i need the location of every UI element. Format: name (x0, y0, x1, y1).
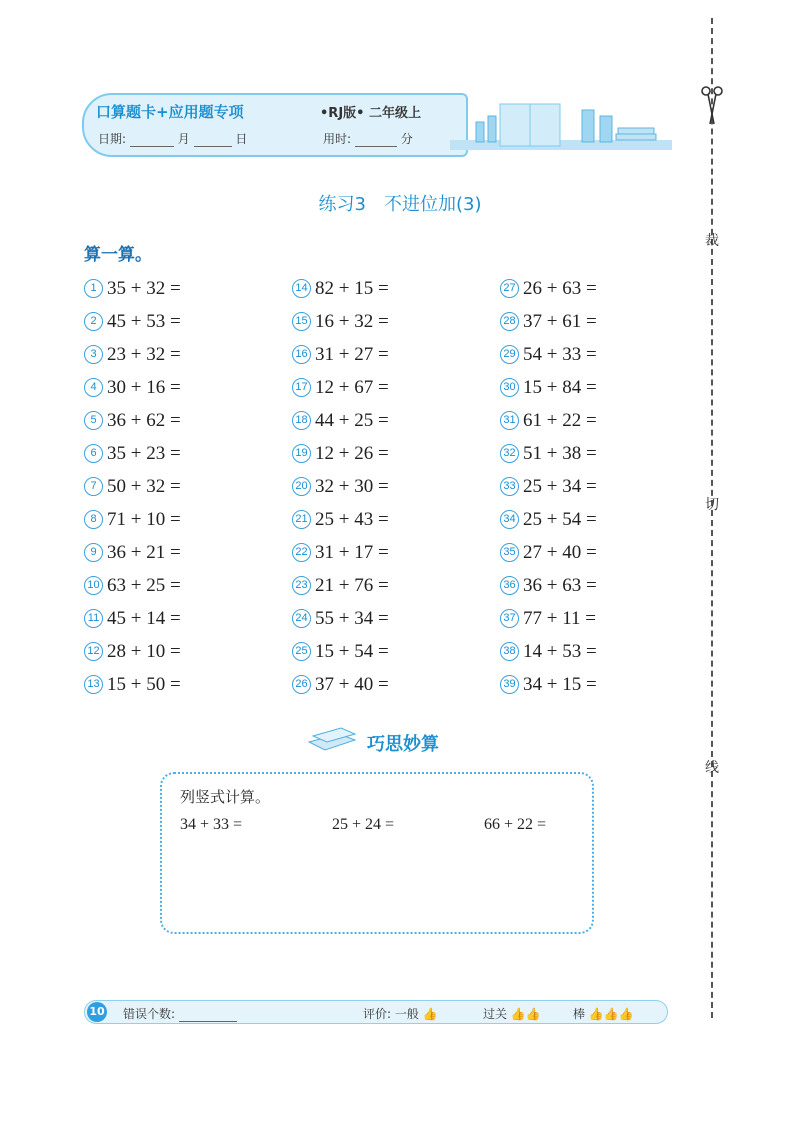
problem-item (292, 635, 389, 668)
problem-expression: 14 + 53 = (523, 640, 597, 662)
problem-item (500, 338, 597, 371)
month-blank[interactable] (130, 134, 174, 147)
thumb-icon: 👍 (422, 1007, 438, 1021)
problem-number: 21 (292, 510, 311, 529)
problem-number: 23 (292, 576, 311, 595)
problem-expression: 31 + 17 = (315, 541, 389, 563)
problem-item (500, 470, 597, 503)
problem-expression: 25 + 54 = (523, 508, 597, 530)
problem-expression: 37 + 61 = (523, 310, 597, 332)
date-label: 日期: (98, 132, 127, 146)
problem-expression: 34 + 15 = (523, 673, 597, 695)
date-time-line (98, 130, 413, 147)
problem-expression: 45 + 14 = (107, 607, 181, 629)
problem-expression: 71 + 10 = (107, 508, 181, 530)
problem-number: 16 (292, 345, 311, 364)
minute-label: 分 (400, 132, 413, 146)
problem-item (500, 305, 597, 338)
problem-item (292, 536, 389, 569)
problem-expression: 28 + 10 = (107, 640, 181, 662)
problem-item (84, 470, 181, 503)
problem-item (500, 569, 597, 602)
problem-expression: 27 + 40 = (523, 541, 597, 563)
problem-item (500, 668, 597, 701)
problem-expression: 36 + 62 = (107, 409, 181, 431)
problem-number: 28 (500, 312, 519, 331)
problem-item (292, 668, 389, 701)
evaluation (363, 1005, 438, 1022)
problem-item (292, 305, 389, 338)
problem-number: 29 (500, 345, 519, 364)
problem-expression: 35 + 32 = (107, 277, 181, 299)
problem-item (500, 371, 597, 404)
scissors-icon (700, 84, 724, 128)
problem-column-2 (292, 272, 389, 701)
problem-item (292, 602, 389, 635)
problem-number: 30 (500, 378, 519, 397)
problem-item (84, 272, 181, 305)
problem-number: 12 (84, 642, 103, 661)
thumb-icon: 👍👍👍 (588, 1007, 634, 1021)
problem-expression: 45 + 53 = (107, 310, 181, 332)
header-banner (82, 93, 468, 157)
problem-number: 26 (292, 675, 311, 694)
problem-expression: 55 + 34 = (315, 607, 389, 629)
problem-item (292, 404, 389, 437)
problem-number: 18 (292, 411, 311, 430)
problem-expression: 35 + 23 = (107, 442, 181, 464)
problem-number: 1 (84, 279, 103, 298)
problem-expression: 36 + 21 = (107, 541, 181, 563)
problem-number: 19 (292, 444, 311, 463)
eval-label: 评价: 一般 (363, 1007, 419, 1021)
problem-number: 39 (500, 675, 519, 694)
problem-number: 5 (84, 411, 103, 430)
problem-number: 6 (84, 444, 103, 463)
error-label: 错误个数: (123, 1007, 176, 1021)
vertical-question-1: 34 + 33 = (180, 816, 243, 833)
problem-number: 7 (84, 477, 103, 496)
books-illustration (450, 100, 672, 154)
problem-expression: 12 + 67 = (315, 376, 389, 398)
problem-item (500, 503, 597, 536)
vertical-question-3: 66 + 22 = (484, 816, 547, 833)
book-edition: •RJ版• 二年级上 (320, 106, 421, 121)
cut-mark-3: 线 (705, 760, 719, 776)
problem-expression: 61 + 22 = (523, 409, 597, 431)
problem-item (292, 437, 389, 470)
problem-number: 32 (500, 444, 519, 463)
problem-item (292, 569, 389, 602)
problem-item (84, 635, 181, 668)
problem-item (292, 371, 389, 404)
problem-number: 2 (84, 312, 103, 331)
problem-item (84, 404, 181, 437)
best-rating (573, 1005, 634, 1022)
error-blank[interactable] (179, 1010, 237, 1022)
best-label: 棒 (573, 1007, 586, 1021)
problem-number: 4 (84, 378, 103, 397)
problem-number: 27 (500, 279, 519, 298)
problem-number: 37 (500, 609, 519, 628)
problem-expression: 15 + 54 = (315, 640, 389, 662)
problem-expression: 44 + 25 = (315, 409, 389, 431)
problem-number: 9 (84, 543, 103, 562)
problem-number: 22 (292, 543, 311, 562)
instruction: 算一算。 (84, 245, 152, 265)
day-blank[interactable] (194, 134, 232, 147)
problem-item (500, 437, 597, 470)
problem-expression: 21 + 76 = (315, 574, 389, 596)
problem-number: 15 (292, 312, 311, 331)
problem-number: 33 (500, 477, 519, 496)
problem-number: 25 (292, 642, 311, 661)
vertical-calc-box (160, 772, 594, 934)
problem-expression: 37 + 40 = (315, 673, 389, 695)
problem-item (292, 503, 389, 536)
problem-expression: 82 + 15 = (315, 277, 389, 299)
exercise-title: 练习3 不进位加(3) (318, 194, 482, 215)
problem-expression: 25 + 34 = (523, 475, 597, 497)
problem-item (84, 437, 181, 470)
problem-expression: 15 + 84 = (523, 376, 597, 398)
problem-item (500, 635, 597, 668)
problem-item (500, 404, 597, 437)
pass-label: 过关 (483, 1007, 508, 1021)
problem-expression: 32 + 30 = (315, 475, 389, 497)
error-count (123, 1005, 237, 1022)
problem-number: 8 (84, 510, 103, 529)
vertical-question-2: 25 + 24 = (332, 816, 395, 833)
problem-number: 14 (292, 279, 311, 298)
problem-number: 34 (500, 510, 519, 529)
problem-item (84, 569, 181, 602)
problem-item (292, 272, 389, 305)
day-label: 日 (235, 132, 248, 146)
problem-expression: 31 + 27 = (315, 343, 389, 365)
time-label: 用时: (323, 132, 352, 146)
problem-expression: 50 + 32 = (107, 475, 181, 497)
problem-expression: 26 + 63 = (523, 277, 597, 299)
cut-line (711, 18, 713, 1018)
problem-number: 20 (292, 477, 311, 496)
problem-number: 13 (84, 675, 103, 694)
books-icon (305, 724, 361, 754)
problem-number: 36 (500, 576, 519, 595)
month-label: 月 (177, 132, 190, 146)
problem-expression: 36 + 63 = (523, 574, 597, 596)
problem-column-3 (500, 272, 597, 701)
problem-number: 38 (500, 642, 519, 661)
problem-expression: 77 + 11 = (523, 607, 596, 629)
pass-rating (483, 1005, 541, 1022)
problem-number: 17 (292, 378, 311, 397)
problem-item (84, 602, 181, 635)
problem-number: 3 (84, 345, 103, 364)
problem-number: 31 (500, 411, 519, 430)
problem-expression: 30 + 16 = (107, 376, 181, 398)
section-header (305, 724, 439, 758)
problem-expression: 63 + 25 = (107, 574, 181, 596)
problem-expression: 16 + 32 = (315, 310, 389, 332)
problem-expression: 23 + 32 = (107, 343, 181, 365)
problem-expression: 51 + 38 = (523, 442, 597, 464)
thumb-icon: 👍👍 (510, 1007, 541, 1021)
problem-item (84, 503, 181, 536)
problem-item (292, 470, 389, 503)
box-instruction: 列竖式计算。 (180, 788, 271, 806)
problem-item (292, 338, 389, 371)
problem-number: 10 (84, 576, 103, 595)
problem-item (84, 371, 181, 404)
problem-column-1 (84, 272, 181, 701)
cut-mark-1: 裁 (705, 233, 719, 249)
problem-number: 35 (500, 543, 519, 562)
time-blank[interactable] (355, 134, 397, 147)
problem-item (84, 305, 181, 338)
problem-item (84, 668, 181, 701)
problem-expression: 12 + 26 = (315, 442, 389, 464)
problem-item (84, 338, 181, 371)
cut-mark-2: 切 (705, 497, 719, 513)
problem-item (500, 536, 597, 569)
footer-bar (84, 1000, 668, 1024)
section-title: 巧思妙算 (367, 734, 439, 755)
problem-expression: 54 + 33 = (523, 343, 597, 365)
book-title: 口算题卡+应用题专项 (96, 103, 244, 121)
problem-number: 11 (84, 609, 103, 628)
problem-expression: 25 + 43 = (315, 508, 389, 530)
problem-number: 24 (292, 609, 311, 628)
problem-expression: 15 + 50 = (107, 673, 181, 695)
problem-item (500, 602, 597, 635)
problem-item (500, 272, 597, 305)
page-number: 10 (87, 1002, 107, 1022)
problem-item (84, 536, 181, 569)
